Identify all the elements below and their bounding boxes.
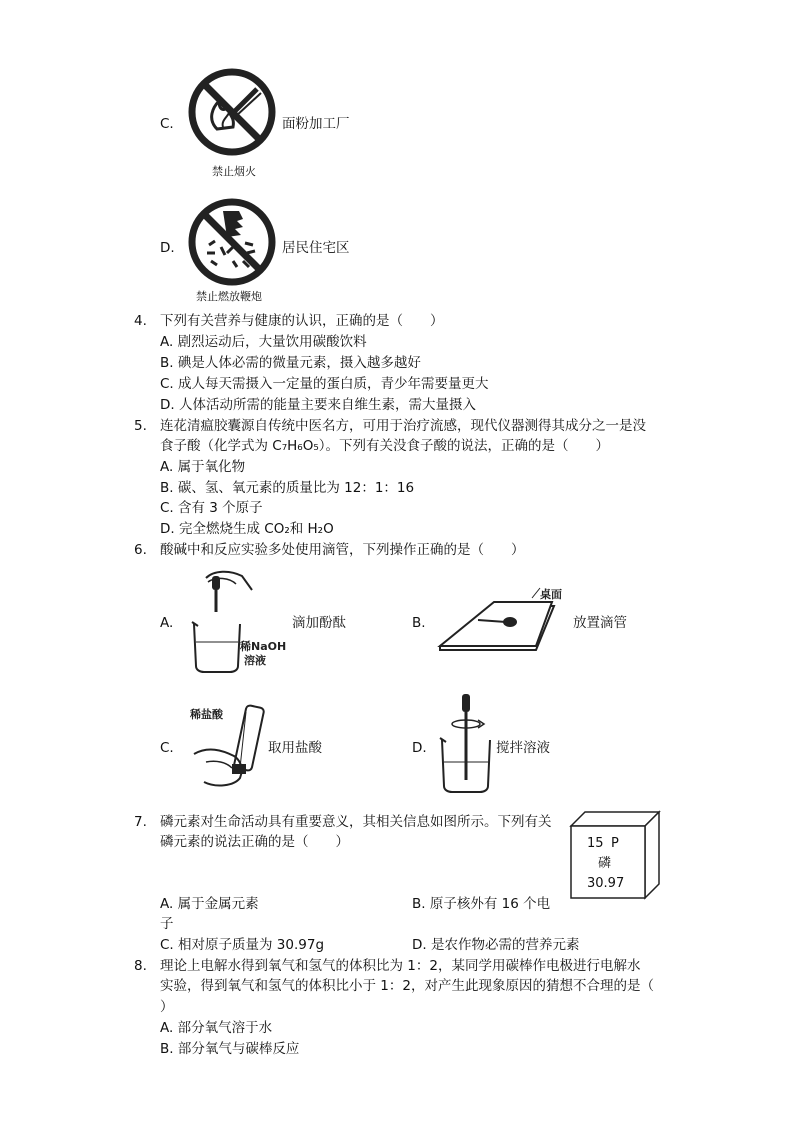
element-name: 磷 [598,856,612,871]
phosphorus-element-card [571,812,659,898]
question-5-option-d: D. 完全燃烧生成 CO₂和 H₂O [160,521,334,537]
question-8-stem-line2: 实验，得到氧气和氢气的体积比小于 1：2，对产生此现象原因的猜想不合理的是（ [160,978,654,994]
no-firecracker-sign-icon [187,197,277,287]
question-4-option-d: D. 人体活动所需的能量主要来自维生素，需大量摄入 [160,397,476,413]
question-4-option-a: A. 剧烈运动后，大量饮用碳酸饮料 [160,334,367,350]
option-c-place: 面粉加工厂 [282,116,350,132]
question-5-option-b: B. 碳、氢、氧元素的质量比为 12：1：16 [160,480,415,496]
dropper-in-bottle-hand-icon [186,698,272,790]
no-firecracker-caption: 禁止燃放鞭炮 [196,290,262,303]
question-number-5: 5. [134,418,147,434]
question-4-option-b: B. 碘是人体必需的微量元素，摄入越多越好 [160,355,421,371]
element-atomic-number: 15 [587,836,604,851]
dropper-on-table-icon [436,584,562,656]
q6-option-letter-b: B. [412,615,426,631]
q6-option-b-text: 放置滴管 [573,615,627,631]
no-fire-caption: 禁止烟火 [212,165,256,178]
question-8-option-b: B. 部分氧气与碳棒反应 [160,1041,300,1057]
dropper-over-beaker-icon [186,566,296,674]
q6-option-c-text: 取用盐酸 [268,740,322,756]
element-mass: 30.97 [587,876,625,891]
question-6-stem: 酸碱中和反应实验多处使用滴管，下列操作正确的是（ ） [160,542,525,558]
question-number-8: 8. [134,958,147,974]
question-7-option-c: C. 相对原子质量为 30.97g [160,937,325,953]
question-7-option-b-line1: B. 原子核外有 16 个电 [412,896,551,912]
q6-option-letter-d: D. [412,740,427,756]
question-number-6: 6. [134,542,147,558]
question-7-option-b-line2: 子 [160,916,174,932]
option-d-place: 居民住宅区 [282,240,350,256]
question-7-option-d: D. 是农作物必需的营养元素 [412,937,580,953]
q6-option-letter-a: A. [160,615,174,631]
question-7-stem-line2: 磷元素的说法正确的是（ ） [160,834,349,850]
question-number-4: 4. [134,313,147,329]
question-8-option-a: A. 部分氧气溶于水 [160,1020,273,1036]
hcl-label: 稀盐酸 [190,708,223,721]
element-symbol: P [611,836,619,851]
question-5-stem-line1: 连花清瘟胶囊源自传统中医名方，可用于治疗流感，现代仪器测得其成分之一是没 [160,418,646,434]
naoh-solution-label: 溶液 [244,654,266,667]
naoh-label: 稀NaOH [240,640,287,653]
question-number-7: 7. [134,814,147,830]
no-fire-sign-icon [187,67,277,157]
question-7-stem-line1: 磷元素对生命活动具有重要意义，其相关信息如图所示。下列有关 [160,814,552,830]
q6-option-letter-c: C. [160,740,174,756]
question-8-stem-line1: 理论上电解水得到氧气和氢气的体积比为 1：2，某同学用碳棒作电极进行电解水 [160,958,641,974]
question-7-option-a: A. 属于金属元素 [160,896,259,912]
question-4-option-c: C. 成人每天需摄入一定量的蛋白质，青少年需要量更大 [160,376,489,392]
question-5-stem-line2: 食子酸（化学式为 C₇H₆O₅）。下列有关没食子酸的说法，正确的是（ ） [160,438,609,454]
option-letter-d: D. [160,240,175,256]
q6-option-a-text: 滴加酚酞 [292,615,346,631]
option-letter-c: C. [160,116,174,132]
question-5-option-a: A. 属于氧化物 [160,459,246,475]
table-label: 桌面 [540,588,562,601]
question-4-stem: 下列有关营养与健康的认识，正确的是（ ） [160,313,444,329]
q6-option-d-text: 搅拌溶液 [496,740,550,756]
stirring-beaker-icon [438,690,496,794]
question-5-option-c: C. 含有 3 个原子 [160,500,263,516]
question-8-stem-line3: ） [160,999,174,1015]
